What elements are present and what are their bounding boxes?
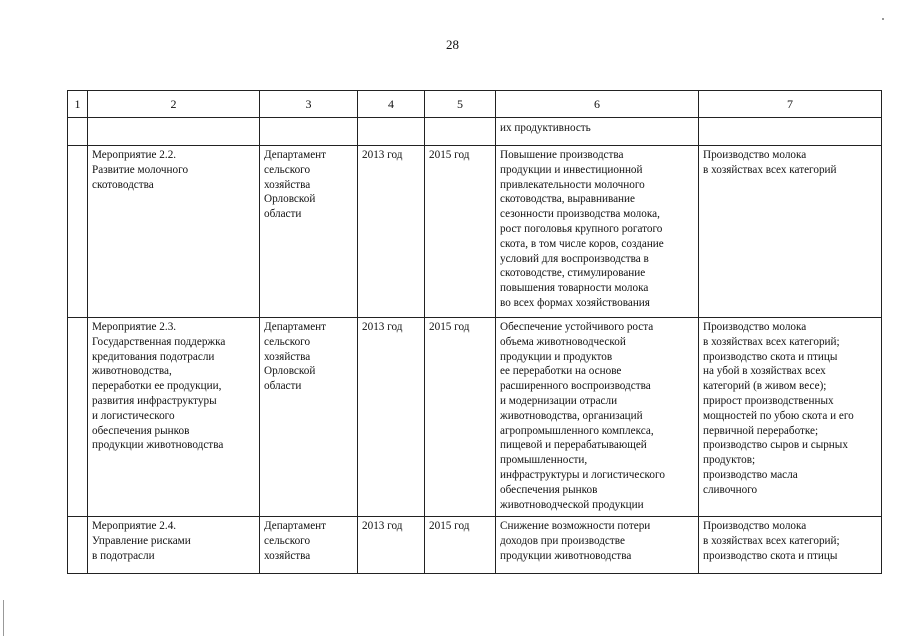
table-cell-result: [496, 118, 699, 146]
table-cell-indicator: [699, 318, 882, 517]
table-cell-start: [358, 517, 425, 574]
column-header: 2: [88, 91, 260, 118]
column-header: 7: [699, 91, 882, 118]
table-cell-executor: [260, 318, 358, 517]
column-header: 3: [260, 91, 358, 118]
table-cell-number: [68, 146, 88, 318]
table-cell-number: [68, 517, 88, 574]
column-header: 6: [496, 91, 699, 118]
cell-text: 2013 год: [362, 149, 403, 161]
table-cell: [68, 118, 88, 146]
table-cell: [425, 118, 496, 146]
continuation-row: [68, 118, 882, 146]
table-cell-end: [425, 517, 496, 574]
table-cell: [699, 118, 882, 146]
cell-text: 2015 год: [429, 520, 470, 532]
table-cell-result: [496, 318, 699, 517]
cell-text: 2015 год: [429, 321, 470, 333]
cell-text: Департамент сельского хозяйства Орловской области: [264, 321, 327, 393]
cell-text: Департамент сельского хозяйства Орловской области: [264, 149, 327, 221]
cell-text: Обеспечение устойчивого роста объема животноводческой продукции и продуктов ее переработки на основе расширенного воспроизводства и модернизации отрасли животноводства, организаций агропромышленного комплекса, пищевой и перерабатывающей промышленности, инфраструктуры и логистического обеспечения рынков животноводческой продукции: [500, 321, 665, 511]
table-cell-start: [358, 318, 425, 517]
table-row: [68, 318, 882, 517]
table-cell-end: [425, 318, 496, 517]
table-row: [68, 517, 882, 574]
table-cell: [358, 118, 425, 146]
page-number: 28: [446, 37, 459, 52]
cell-text: Мероприятие 2.3. Государственная поддержка кредитования подотрасли животноводства, переработки ее продукции, развития инфраструктуры и логистического обеспечения рынков продукции животноводства: [92, 321, 226, 452]
scan-artifact: [3, 600, 4, 636]
scan-artifact: [882, 18, 884, 20]
cell-text: Производство молока в хозяйствах всех категорий; производство скота и птицы: [703, 520, 840, 562]
cell-text: Производство молока в хозяйствах всех категорий: [703, 149, 837, 176]
table-cell-executor: [260, 146, 358, 318]
table-cell: [88, 118, 260, 146]
cell-text: 2013 год: [362, 520, 403, 532]
cell-text: Снижение возможности потери доходов при производстве продукции животноводства: [500, 520, 651, 562]
table-cell-number: [68, 318, 88, 517]
cell-text: Мероприятие 2.2. Развитие молочного скотоводства: [92, 149, 189, 191]
table-row: [68, 146, 882, 318]
cell-text: Повышение производства продукции и инвестиционной привлекательности молочного скотоводства, выравнивание сезонности производства молока, рост поголовья крупного рогатого скота, в том числе коров, создание условий для воспроизводства в скотоводстве, стимулирование повышения товарности молока во всех формах хозяйствования: [500, 149, 664, 309]
table-cell: [260, 118, 358, 146]
table-cell-start: [358, 146, 425, 318]
table-cell-end: [425, 146, 496, 318]
table-cell-measure: [88, 517, 260, 574]
column-header: 4: [358, 91, 425, 118]
column-header: 5: [425, 91, 496, 118]
cell-text: их продуктивность: [500, 122, 591, 134]
column-header: 1: [68, 91, 88, 118]
table-cell-executor: [260, 517, 358, 574]
table-cell-measure: [88, 146, 260, 318]
cell-text: Департамент сельского хозяйства: [264, 520, 327, 562]
table-cell-indicator: [699, 517, 882, 574]
table-cell-measure: [88, 318, 260, 517]
cell-text: 2015 год: [429, 149, 470, 161]
document-table: [67, 90, 882, 574]
cell-text: 2013 год: [362, 321, 403, 333]
cell-text: Производство молока в хозяйствах всех категорий; производство скота и птицы на убой в хозяйствах всех категорий (в живом весе); прирост производственных мощностей по убою скота и его первичной переработке; производство сыров и сырных продуктов; производство масла сливочного: [703, 321, 854, 496]
table-cell-result: [496, 146, 699, 318]
header-row: [68, 91, 882, 118]
cell-text: Мероприятие 2.4. Управление рисками в подотрасли: [92, 520, 191, 562]
table-cell-indicator: [699, 146, 882, 318]
table-cell-result: [496, 517, 699, 574]
